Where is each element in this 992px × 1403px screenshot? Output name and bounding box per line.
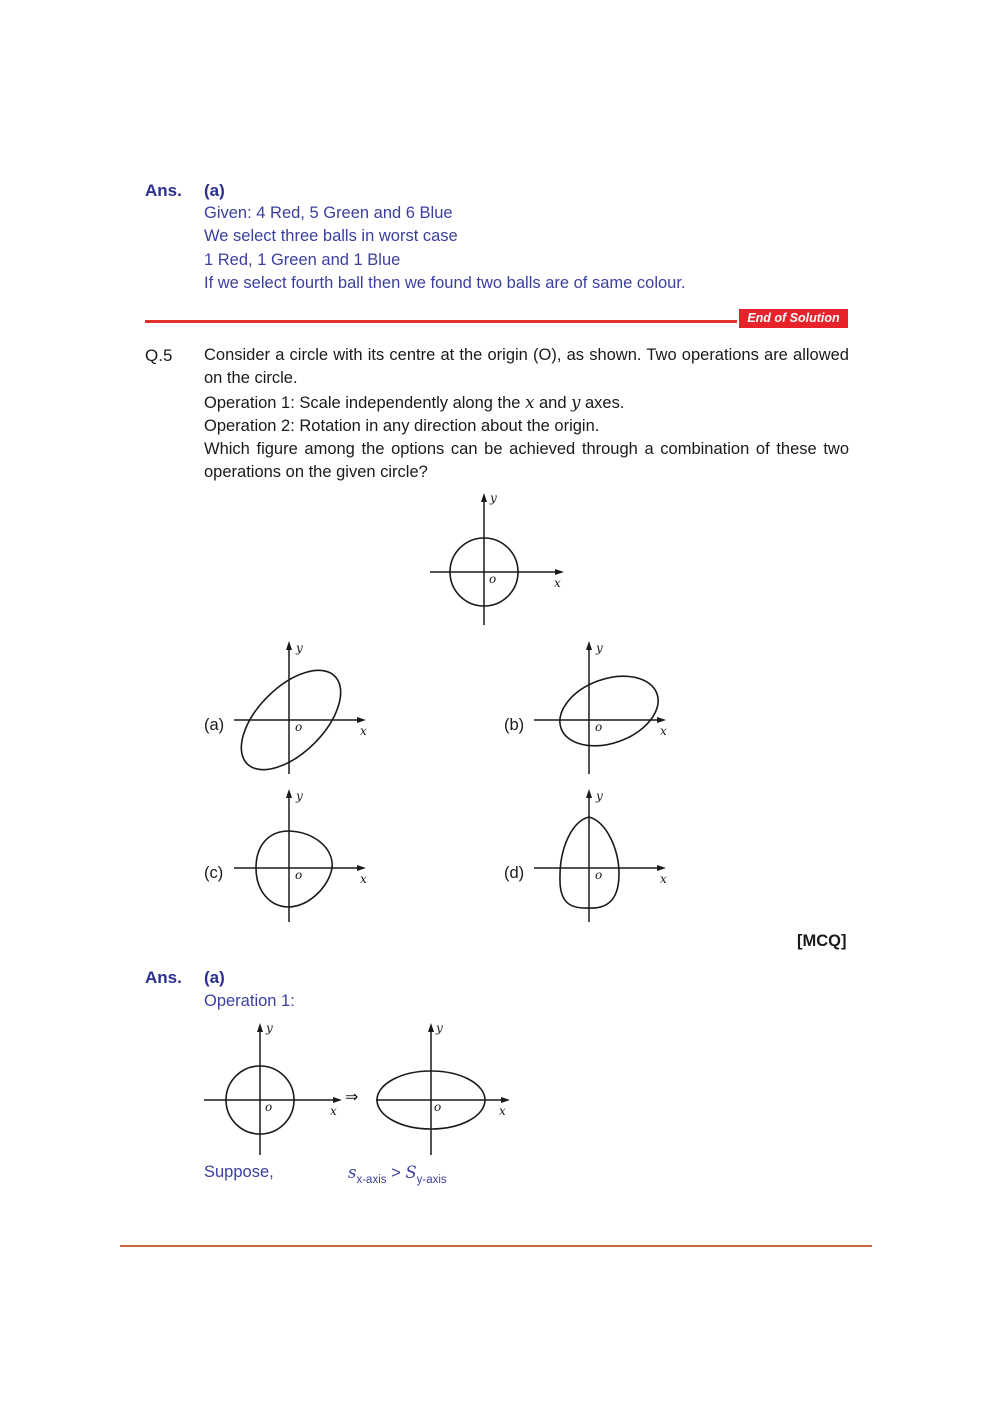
- option-b-label: (b): [504, 716, 525, 734]
- end-of-solution-badge: End of Solution: [739, 309, 848, 328]
- svg-text:y: y: [596, 789, 603, 803]
- given-circle-figure: [420, 490, 570, 630]
- svg-text:x: x: [360, 724, 367, 738]
- scale-relation: $s_{x-axis} > S_{y-axis}$: [348, 1163, 447, 1186]
- svg-text:y: y: [296, 641, 303, 655]
- svg-text:o: o: [265, 1100, 273, 1114]
- option-d-figure: [528, 788, 678, 928]
- option-b-figure: [528, 640, 678, 780]
- option-a-figure: [228, 640, 378, 780]
- scaling-before-figure: [198, 1020, 348, 1160]
- question-intro: Consider a circle with its centre at the origin (O), as shown. Two operations are allowed on the circle.: [204, 346, 849, 388]
- footer-divider: [120, 1245, 872, 1247]
- suppose-label: Suppose,: [204, 1163, 274, 1181]
- svg-text:o: o: [295, 720, 303, 734]
- answer-explanation: [204, 202, 686, 295]
- svg-text:x: x: [660, 872, 667, 886]
- svg-text:o: o: [434, 1100, 442, 1114]
- answer-label: Ans.: [145, 181, 182, 200]
- answer-label: Ans.: [145, 968, 182, 987]
- operation-2: Operation 2: Rotation in any direction about the origin.: [204, 416, 600, 435]
- option-d-label: (d): [504, 864, 525, 882]
- implies-arrow: ⇒: [345, 1089, 359, 1106]
- svg-text:x: x: [499, 1104, 506, 1118]
- svg-text:y: y: [296, 789, 303, 803]
- question-text: [204, 344, 849, 485]
- question-number: Q.5: [145, 346, 173, 365]
- answer-option: (a): [204, 968, 225, 987]
- answer-line: We select three balls in worst case: [204, 227, 458, 246]
- svg-text:y: y: [596, 641, 603, 655]
- option-c-figure: [228, 788, 378, 928]
- svg-text:o: o: [595, 720, 603, 734]
- svg-text:y: y: [490, 491, 497, 505]
- operation-1: Operation 1: Scale independently along the x and y axes.: [204, 392, 625, 412]
- svg-text:x: x: [660, 724, 667, 738]
- answer-line: Given: 4 Red, 5 Green and 6 Blue: [204, 204, 453, 222]
- answer-line: 1 Red, 1 Green and 1 Blue: [204, 250, 401, 269]
- svg-text:o: o: [295, 868, 303, 882]
- operation-heading: Operation 1:: [204, 992, 295, 1010]
- scaling-after-figure: [370, 1020, 520, 1160]
- svg-text:x: x: [360, 872, 367, 886]
- svg-text:o: o: [489, 572, 497, 586]
- answer-option: (a): [204, 181, 225, 200]
- svg-text:o: o: [595, 868, 603, 882]
- option-c-label: (c): [204, 864, 224, 882]
- svg-text:y: y: [436, 1021, 443, 1035]
- svg-text:x: x: [554, 576, 561, 590]
- svg-text:y: y: [266, 1021, 273, 1035]
- answer-line: If we select fourth ball then we found two balls are of same colour.: [204, 273, 686, 292]
- solution-divider: [145, 320, 737, 323]
- question-type-tag: [MCQ]: [797, 932, 847, 950]
- svg-text:x: x: [330, 1104, 337, 1118]
- question-prompt: Which figure among the options can be achieved through a combination of these two operations on the given circle?: [204, 440, 849, 482]
- option-a-label: (a): [204, 716, 225, 734]
